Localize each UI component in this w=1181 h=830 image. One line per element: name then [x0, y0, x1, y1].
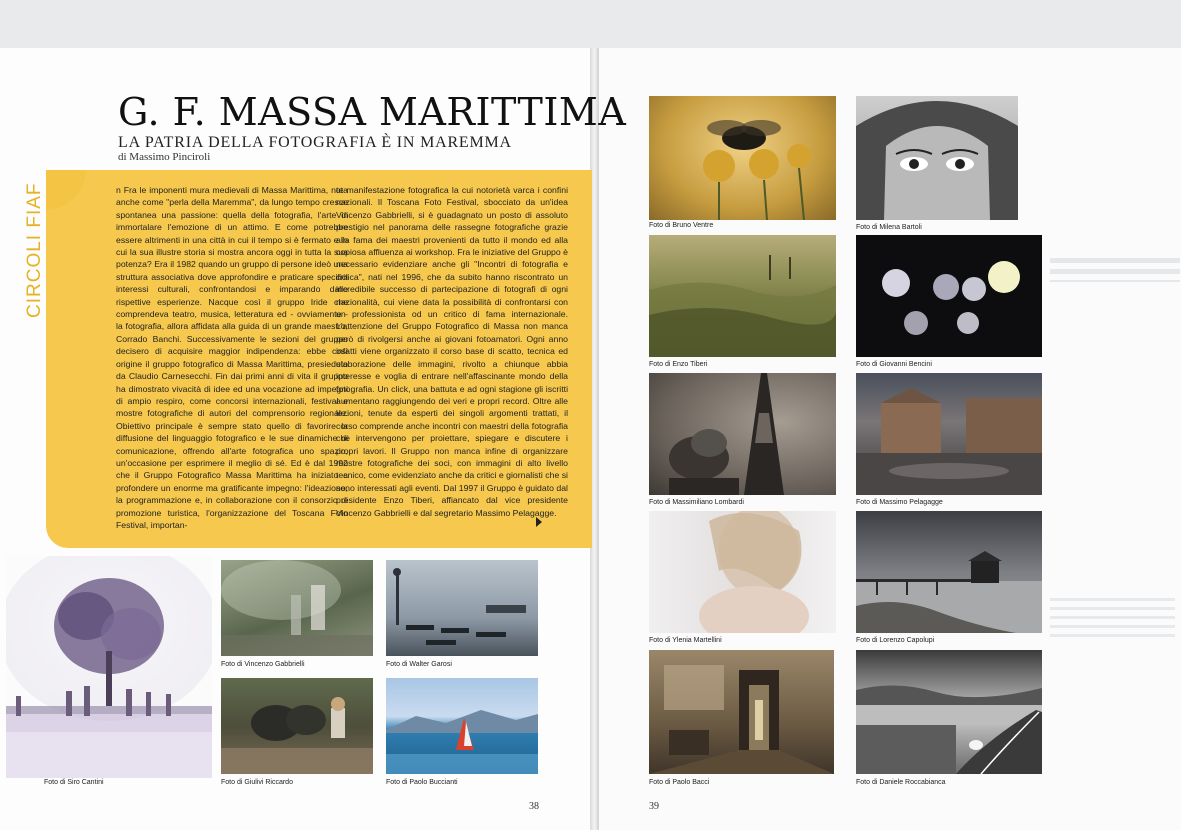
page-number-left: 38	[529, 801, 539, 812]
photo-paolo-buccianti	[386, 678, 538, 774]
section-label-text: CIRCOLI FIAF	[24, 182, 45, 318]
article-title: G. F. MASSA MARITTIMA	[118, 90, 627, 134]
photo-milena-bartoli	[856, 96, 1018, 220]
photo-lorenzo-capolupi	[856, 511, 1042, 633]
page-number-right: 39	[649, 801, 659, 812]
photo-enzo-tiberi	[649, 235, 836, 357]
photo-giulivi-riccardo	[221, 678, 373, 774]
section-label	[22, 178, 46, 328]
caption-daniele-roccabianca: Foto di Daniele Roccabianca	[856, 779, 946, 786]
caption-paolo-bacci: Foto di Paolo Bacci	[649, 779, 710, 786]
caption-vincenzo-gabbrielli: Foto di Vincenzo Gabbrielli	[221, 661, 305, 668]
caption-massimiliano-lombardi: Foto di Massimiliano Lombardi	[649, 499, 744, 506]
caption-bruno-ventre: Foto di Bruno Ventre	[649, 222, 714, 229]
photo-ylenia-martellini	[649, 511, 836, 633]
article-byline: di Massimo Pinciroli	[118, 151, 211, 163]
photo-daniele-roccabianca	[856, 650, 1042, 774]
caption-enzo-tiberi: Foto di Enzo Tiberi	[649, 361, 708, 368]
photo-massimiliano-lombardi	[649, 373, 836, 495]
caption-siro-cantini: Foto di Siro Cantini	[44, 779, 104, 786]
end-of-article-icon	[536, 517, 542, 527]
caption-ylenia-martellini: Foto di Ylenia Martellini	[649, 637, 722, 644]
photo-vincenzo-gabbrielli	[221, 560, 373, 656]
photo-giovanni-bencini	[856, 235, 1042, 357]
photo-paolo-bacci	[649, 650, 834, 774]
caption-milena-bartoli: Foto di Milena Bartoli	[856, 224, 922, 231]
article-column-2: te manifestazione fotografica la cui notorietà varca i confini nazionali. Il Toscana Foto Festival, sbocciato da un'idea Vincenzo Gabbrielli, si è guadagnato un posto di assoluto prestigio nel panorama delle rassegne fotografiche grazie alla fama dei maestri provenienti da tutto il mondo ed alla copiosa affluenza ai workshop. Fra le iniziative del Gruppo è necessario evidenziare anche gli "Incontri di fotografia e critica", nati nel 1996, che da subito hanno riscontrato un incredibile successo di partecipazione di fotografi di ogni nazionalità, cui viene data la possibilità di confrontarsi con un professionista od un critico di fama internazionale. L'attenzione del Gruppo Fotografico di Massa non manca però di rivolgersi anche ai giovani fotoamatori. Ogni anno infatti viene organizzato il corso base di scatto, tecnica ed elaborazione delle immagini, rivolto a chiunque abbia interesse e voglia di entrare nell'affascinante mondo della fotografia. Un click, una battuta e ad ogni stagione gli iscritti aumentano raggiungendo dei veri e propri record. Oltre alle lezioni, tenute da esperti dei singoli argomenti trattati, il corso comprende anche incontri con maestri della fotografia che intervengono per proiettare, spiegare e discutere i propri lavori. Il Gruppo non manca infine di organizzare mostre fotografiche dei soci, con immagini di alto livello tecnico, come evidenziato anche da critici e giornalisti che si sono interessati agli eventi. Dal 1997 il Gruppo è guidato dal presidente Enzo Tiberi, affiancato dal vice presidente Vincenzo Gabbrielli e dal segretario Massimo Pelagagge.	[336, 185, 568, 518]
bleed-through-text	[1050, 258, 1180, 282]
article-subtitle: LA PATRIA DELLA FOTOGRAFIA È IN MAREMMA	[118, 134, 512, 151]
caption-paolo-buccianti: Foto di Paolo Buccianti	[386, 779, 458, 786]
photo-bruno-ventre	[649, 96, 836, 220]
photo-massimo-pelagagge	[856, 373, 1042, 495]
caption-walter-garosi: Foto di Walter Garosi	[386, 661, 452, 668]
bleed-through-text-lower	[1050, 598, 1175, 640]
caption-giovanni-bencini: Foto di Giovanni Bencini	[856, 361, 932, 368]
photo-siro-cantini	[6, 556, 212, 778]
photo-walter-garosi	[386, 560, 538, 656]
caption-lorenzo-capolupi: Foto di Lorenzo Capolupi	[856, 637, 935, 644]
caption-massimo-pelagagge: Foto di Massimo Pelagagge	[856, 499, 943, 506]
article-column-1: n Fra le imponenti mura medievali di Massa Marittima, nota anche come "perla della Maremma", da lungo tempo cresce spontanea una passione: quella della fotografia, l'arte di immortalare l'emozione di un attimo. E come potrebbe essere altrimenti in una città in cui il tempo si è fermato e in cui la sua illustre storia si mostra ancora oggi in tutta la sua potenza? Era il 1982 quando un gruppo di persone ideò una struttura associativa dove approfondire e praticare specifici interessi culturali, confrontandosi e imparando dalle rispettive esperienze. Nacque così il gruppo Iride che comprendeva teatro, musica, letteratura ed - ovviamente - la fotografia, allora affidata alla guida di un grande maestro, Corrado Banchi. Successivamente le sezioni del gruppo decisero di acquisire maggior indipendenza: ebbe così origine il gruppo fotografico di Massa Marittima, presieduto da Claudio Carnesecchi. Fin dai primi anni di vita il gruppo ha dimostrato vivacità di idee ed una vocazione ad impegni di ampio respiro, come concorsi internazionali, festival e mostre fotografiche di autori del comprensorio regionale. Obiettivo principale è sempre stato quello di favorire la diffusione del linguaggio fotografico e le sue dinamiche di comunicazione, offrendo all'arte fotografica uno spazio, un'occasione per esprimere il meglio di sé. Ed è dal 1992 che il Gruppo Fotografico Massa Marittima ha iniziato a profondere un enorme ma gratificante impegno: l'ideazione, la programmazione e, in collaborazione con il consorzio di promozione turistica, l'organizzazione del Toscana Foto Festival, importan-	[116, 185, 348, 530]
caption-giulivi-riccardo: Foto di Giulivi Riccardo	[221, 779, 293, 786]
